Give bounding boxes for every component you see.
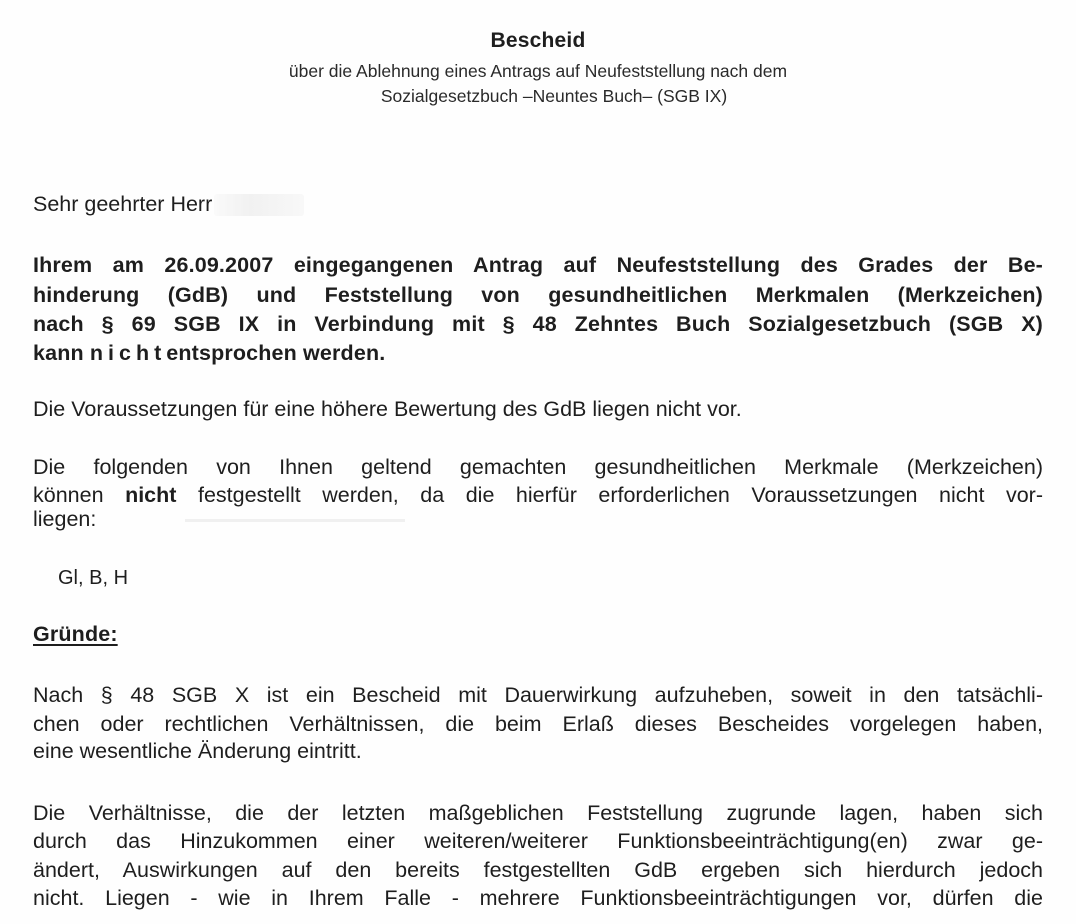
decision-line-1: Ihrem am 26.09.2007 eingegangenen Antrag auf Neufeststellung des Grades der Be-: [33, 253, 1043, 277]
reasons-heading: Gründe:: [33, 622, 118, 646]
decision-line-2: hinderung (GdB) und Feststellung von gesundheitlichen Merkmalen (Merkzeichen): [33, 283, 1043, 307]
document-title: Bescheid: [490, 29, 586, 52]
paragraph-merkmale-emphasis: nicht: [125, 483, 177, 507]
decision-line-4: [33, 341, 1043, 365]
salutation-text: Sehr geehrter Herr: [33, 192, 213, 216]
paragraph-conditions-line-4: nicht. Liegen - wie in Ihrem Falle - mehrere Funktionsbeeinträchtigungen vor, dürfen die: [33, 886, 1043, 910]
paragraph-merkmale-line-2-end: festgestellt werden, da die hierfür erforderlichen Voraussetzungen nicht vor-: [197, 483, 1043, 507]
salutation: [33, 192, 1043, 216]
paragraph-merkmale-line-2-start: können: [33, 483, 104, 507]
paragraph-merkmale-line-1: Die folgenden von Ihnen geltend gemachten gesundheitlichen Merkmale (Merkzeichen): [33, 455, 1043, 479]
paragraph-requirements: Die Voraussetzungen für eine höhere Bewertung des GdB liegen nicht vor.: [33, 397, 742, 421]
document-subtitle-line-1: über die Ablehnung eines Antrags auf Neufeststellung nach dem: [288, 61, 788, 81]
redacted-name: [214, 194, 304, 216]
decision-emphasis-nicht: nicht: [89, 341, 167, 365]
paragraph-sgbx-line-1: Nach § 48 SGB X ist ein Bescheid mit Dauerwirkung aufzuheben, soweit in den tatsächli-: [33, 683, 1043, 707]
paragraph-conditions-line-1: Die Verhältnisse, die der letzten maßgeblichen Feststellung zugrunde lagen, haben sich: [33, 801, 1043, 825]
decision-line-3: nach § 69 SGB IX in Verbindung mit § 48 Zehntes Buch Sozialgesetzbuch (SGB X): [33, 312, 1043, 336]
scan-smudge: [185, 519, 405, 522]
paragraph-sgbx-line-3: eine wesentliche Änderung eintritt.: [33, 739, 362, 763]
paragraph-sgbx-line-2: chen oder rechtlichen Verhältnissen, die beim Erlaß dieses Bescheides vorgelegen haben,: [33, 712, 1043, 736]
document-subtitle-line-2: Sozialgesetzbuch –Neuntes Buch– (SGB IX): [380, 86, 728, 106]
paragraph-merkmale-line-2: [33, 483, 1043, 507]
paragraph-conditions-line-3: ändert, Auswirkungen auf den bereits festgestellten GdB ergeben sich hierdurch jedoch: [33, 858, 1043, 882]
paragraph-merkmale-line-3: liegen:: [33, 507, 97, 531]
merkzeichen-list: Gl, B, H: [58, 567, 129, 589]
decision-line-4-start: kann: [33, 341, 84, 365]
paragraph-conditions-line-2: durch das Hinzukommen einer weiteren/weiterer Funktionsbeeinträchtigung(en) zwar ge-: [33, 829, 1043, 853]
decision-line-4-end: entsprochen werden.: [166, 341, 386, 365]
